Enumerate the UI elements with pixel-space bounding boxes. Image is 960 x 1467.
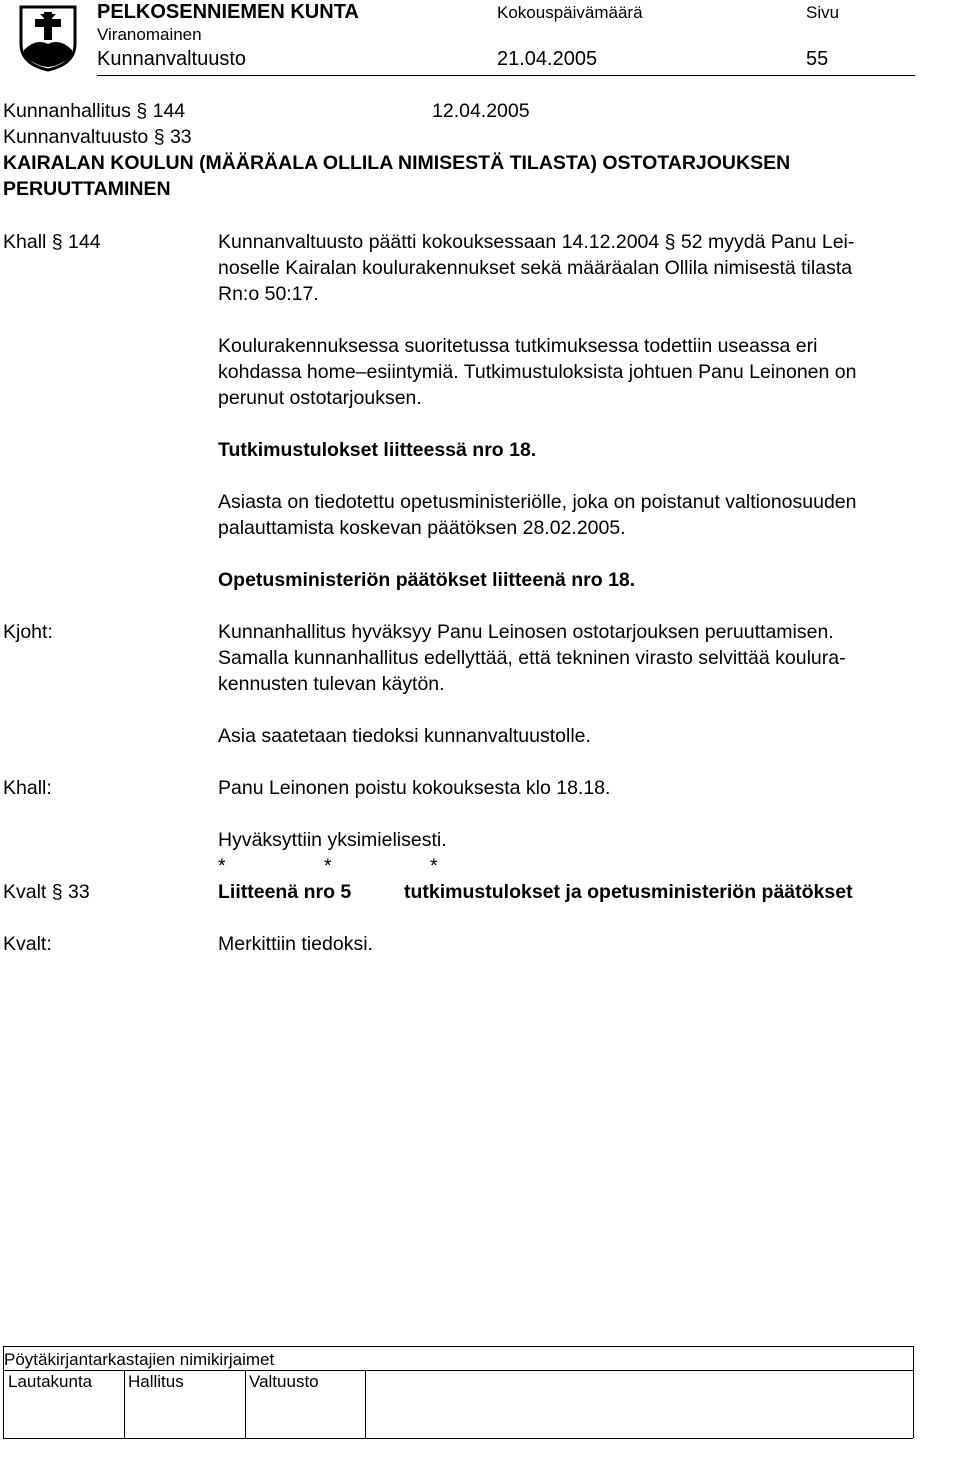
footer-divider [124,1370,125,1438]
text-line: Tutkimustulokset liitteessä nro 18. [218,439,537,461]
text-line: Samalla kunnanhallitus edellyttää, että tekninen virasto selvittää koulura- [218,647,846,669]
paragraph-left-meeting [218,775,958,801]
paragraph-attachment-results [218,437,958,463]
footer-col-hallitus: Hallitus [128,1372,184,1391]
text-line: Koulurakennuksessa suoritetussa tutkimuksessa todettiin useassa eri [218,335,818,357]
text-line: Opetusministeriön päätökset liitteenä nro 18. [218,569,636,591]
footer-border-left [3,1346,4,1438]
coat-of-arms-icon [18,4,78,72]
paragraph-investigation [218,333,958,411]
ref-kvalt: Kunnanvaltuusto § 33 [3,126,192,148]
authority-label: Viranomainen [97,25,202,44]
date-label: Kokouspäivämäärä [497,3,643,22]
text-line: kohdassa home–esiintymiä. Tutkimustuloksista johtuen Panu Leinonen on [218,361,857,383]
paragraph-proposal [218,619,958,697]
text-line: Hyväksyttiin yksimielisesti. [218,829,447,851]
page-number: 55 [806,48,829,70]
paragraph-attachment-ministry [218,567,958,593]
header-rule [97,75,915,76]
paragraph-notify-council [218,723,958,749]
footer-divider [365,1370,366,1438]
ref-khall: Kunnanhallitus § 144 [3,100,186,122]
separator-star: * [430,855,438,877]
section-label-khall: Khall: [3,777,52,799]
section-label-khall144: Khall § 144 [3,231,101,253]
paragraph-noted [218,931,958,957]
footer-col-lautakunta: Lautakunta [8,1372,93,1391]
doc-title-line2: PERUUTTAMINEN [3,178,171,200]
page-label: Sivu [806,3,840,22]
text-line: Asiasta on tiedotettu opetusministeriölle, joka on poistanut valtionosuuden [218,491,857,513]
org-name: PELKOSENNIEMEN KUNTA [97,1,359,23]
text-line: Rn:o 50:17. [218,283,319,305]
footer-mid-rule [3,1370,913,1371]
text-line: Kunnanhallitus hyväksyy Panu Leinosen ostotarjouksen peruuttamisen. [218,621,834,643]
footer-bottom-rule [3,1438,913,1439]
text-line: palauttamista koskevan päätöksen 28.02.2005. [218,517,626,539]
text-line: perunut ostotarjouksen. [218,387,422,409]
footer-top-rule [3,1346,913,1347]
footer-col-valtuusto: Valtuusto [249,1372,319,1391]
section-label-kvalt: Kvalt: [3,933,52,955]
paragraph-decision-history [218,229,958,307]
section-label-kjoht: Kjoht: [3,621,53,643]
separator-star: * [218,855,226,877]
section-label-kvalt33: Kvalt § 33 [3,881,90,903]
attachment-number: Liitteenä nro 5 [218,881,352,903]
paragraph-approved [218,827,958,853]
separator-star: * [324,855,332,877]
text-line: kennusten tulevan käytön. [218,673,445,695]
text-line: Panu Leinonen poistu kokouksesta klo 18.18. [218,777,611,799]
ref-khall-date: 12.04.2005 [432,100,530,122]
doc-title-line1: KAIRALAN KOULUN (MÄÄRÄALA OLLILA NIMISESTÄ TILASTA) OSTOTARJOUKSEN [3,152,791,174]
footer-title: Pöytäkirjantarkastajien nimikirjaimet [4,1350,275,1369]
text-line: Merkittiin tiedoksi. [218,933,373,955]
text-line: Asia saatetaan tiedoksi kunnanvaltuustolle. [218,725,591,747]
meeting-date: 21.04.2005 [497,48,598,70]
text-line: noselle Kairalan koulurakennukset sekä määräalan Ollila nimisestä tilasta [218,257,853,279]
authority-value: Kunnanvaltuusto [97,48,247,70]
footer-border-right [913,1346,914,1438]
attachment-description: tutkimustulokset ja opetusministeriön päätökset [404,881,853,903]
text-line: Kunnanvaltuusto päätti kokouksessaan 14.12.2004 § 52 myydä Panu Lei- [218,231,855,253]
paragraph-ministry-notice [218,489,958,541]
footer-divider [245,1370,246,1438]
